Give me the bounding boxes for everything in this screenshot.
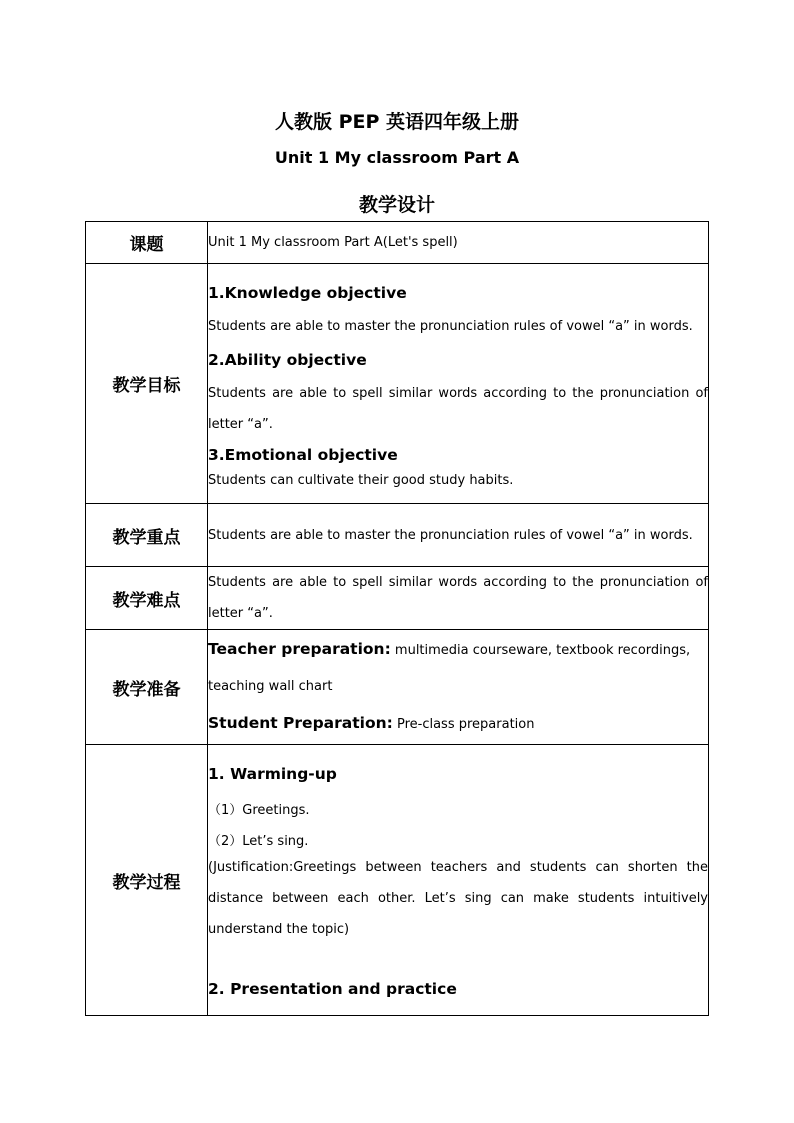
ability-objective-text: Students are able to spell similar words according to the pronunciation of letter “a”. xyxy=(208,386,708,432)
emotional-objective-text: Students can cultivate their good study habits. xyxy=(208,473,514,488)
row-key-points xyxy=(86,504,709,567)
difficulties-text: Students are able to spell similar words according to the pronunciation of letter “a”. xyxy=(208,567,709,630)
row-objectives xyxy=(86,264,709,504)
row-preparation xyxy=(86,630,709,745)
teacher-preparation-lead: Teacher preparation: xyxy=(208,640,391,658)
student-preparation xyxy=(208,705,708,743)
knowledge-objective-heading: 1.Knowledge objective xyxy=(208,284,407,302)
document-type: 教学设计 xyxy=(358,194,435,216)
document-title: 人教版 PEP 英语四年级上册 xyxy=(274,111,520,133)
topic-label: 课题 xyxy=(86,222,208,264)
topic-value: Unit 1 My classroom Part A(Let's spell) xyxy=(208,222,709,264)
warmup-step-1: （1）Greetings. xyxy=(208,803,310,818)
objectives-cell xyxy=(208,264,709,504)
ability-objective-heading: 2.Ability objective xyxy=(208,351,367,369)
knowledge-objective-text: Students are able to master the pronunciation rules of vowel “a” in words. xyxy=(208,319,693,334)
warmup-heading: 1. Warming-up xyxy=(208,765,337,783)
student-preparation-lead: Student Preparation: xyxy=(208,714,393,732)
row-process xyxy=(86,745,709,1016)
process-cell xyxy=(208,745,709,1016)
row-topic xyxy=(86,222,709,264)
warmup-step-2: （2）Let’s sing. xyxy=(208,834,309,849)
document-subtitle: Unit 1 My classroom Part A xyxy=(274,148,520,167)
difficulties-label: 教学难点 xyxy=(86,567,208,630)
student-preparation-text: Pre-class preparation xyxy=(392,717,535,732)
presentation-heading: 2. Presentation and practice xyxy=(208,980,457,998)
lesson-plan-table xyxy=(85,221,709,1016)
objectives-label: 教学目标 xyxy=(86,264,208,504)
key-points-text: Students are able to master the pronunciation rules of vowel “a” in words. xyxy=(208,504,709,567)
preparation-label: 教学准备 xyxy=(86,630,208,745)
row-difficulties xyxy=(86,567,709,630)
process-label: 教学过程 xyxy=(86,745,208,1016)
emotional-objective-heading: 3.Emotional objective xyxy=(208,446,398,464)
key-points-label: 教学重点 xyxy=(86,504,208,567)
warmup-justification: (Justification:Greetings between teachers and students can shorten the distance between each other. Let’s sing can make students intuitively understand the topic) xyxy=(208,860,708,937)
preparation-cell xyxy=(208,630,709,745)
teacher-preparation xyxy=(208,631,708,705)
teacher-preparation-text: multimedia courseware, textbook recordings, teaching wall chart xyxy=(208,643,691,694)
